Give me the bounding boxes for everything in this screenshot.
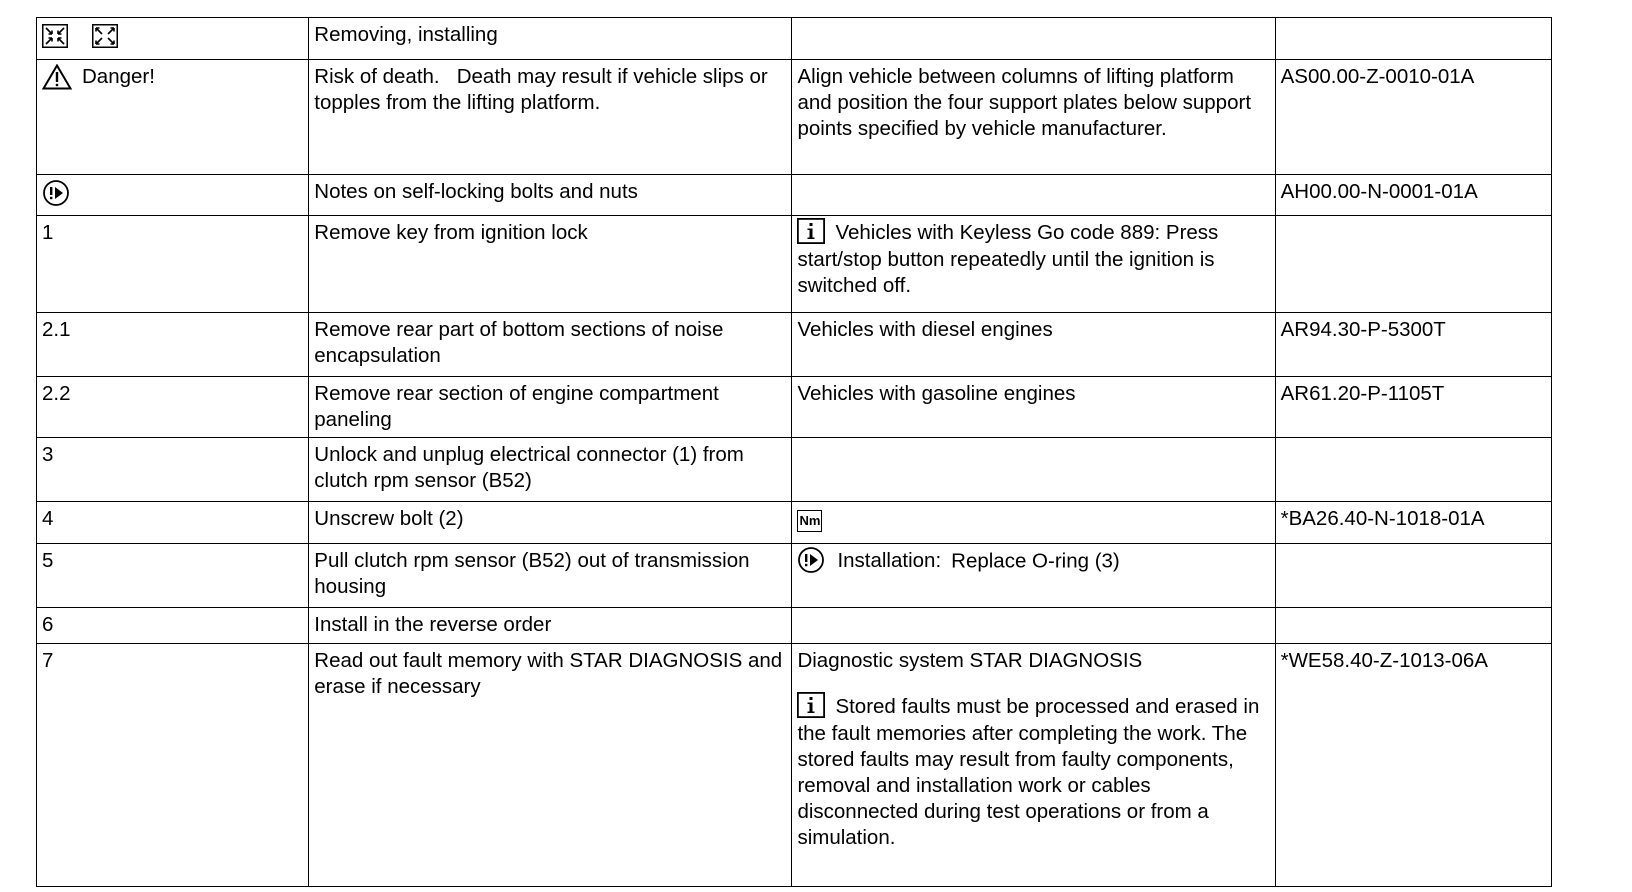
operation-cell [309, 175, 792, 216]
step-cell [37, 502, 309, 544]
notes-cell [792, 544, 1275, 608]
table-row [37, 216, 1552, 313]
operation-cell [309, 608, 792, 644]
reference-cell [1275, 544, 1551, 608]
step-cell [37, 60, 309, 175]
operation-cell [309, 377, 792, 438]
reference-cell [1275, 18, 1551, 60]
note-circle-icon [797, 546, 825, 574]
notes-text: Vehicles with diesel engines [797, 318, 1053, 341]
installation-label: Installation: [837, 549, 942, 573]
reference-link[interactable]: *BA26.40-N-1018-01A [1280, 507, 1485, 530]
operation-text: Remove rear section of engine compartment paneling [314, 382, 719, 431]
info-icon [797, 218, 825, 244]
reference-cell[interactable] [1275, 60, 1551, 175]
step-cell [37, 608, 309, 644]
step-number: 2.2 [42, 382, 71, 405]
reference-link[interactable]: AR61.20-P-1105T [1280, 382, 1445, 405]
step-cell [37, 216, 309, 313]
operation-text: Unscrew bolt (2) [314, 507, 464, 530]
reference-link[interactable]: AR94.30-P-5300T [1280, 318, 1446, 341]
operation-text: Pull clutch rpm sensor (B52) out of transmission housing [314, 549, 750, 598]
reference-cell [1275, 608, 1551, 644]
table-row [37, 608, 1552, 644]
reference-link[interactable]: AH00.00-N-0001-01A [1280, 180, 1478, 203]
step-number: 3 [42, 443, 54, 466]
notes-text: Diagnostic system STAR DIAGNOSIS [797, 649, 1143, 672]
step-number: 7 [42, 649, 54, 672]
reference-cell[interactable] [1275, 377, 1551, 438]
reference-link[interactable]: AS00.00-Z-0010-01A [1280, 65, 1475, 88]
operation-cell [309, 60, 792, 175]
note-circle-icon [42, 179, 70, 207]
notes-text: Vehicles with gasoline engines [797, 382, 1076, 405]
step-number: 5 [42, 549, 54, 572]
operation-cell [309, 313, 792, 377]
notes-cell [792, 377, 1275, 438]
notes-cell [792, 438, 1275, 502]
step-number: 2.1 [42, 318, 71, 341]
operation-text: Remove rear part of bottom sections of noise encapsulation [314, 318, 724, 367]
reference-cell[interactable] [1275, 644, 1551, 887]
reference-cell [1275, 438, 1551, 502]
operation-text: Removing, installing [314, 23, 498, 46]
reference-cell[interactable] [1275, 175, 1551, 216]
procedure-table [36, 17, 1552, 887]
operation-text: Read out fault memory with STAR DIAGNOSIS and erase if necessary [314, 649, 783, 698]
notes-cell [792, 175, 1275, 216]
torque-nm-label: Nm [799, 512, 821, 528]
remove-icon [42, 24, 68, 48]
step-cell [37, 18, 309, 60]
step-number: 1 [42, 221, 54, 244]
step-cell [37, 377, 309, 438]
operation-text: Install in the reverse order [314, 613, 552, 636]
table-row [37, 18, 1552, 60]
notes-cell [792, 60, 1275, 175]
reference-cell[interactable] [1275, 502, 1551, 544]
install-icon [92, 24, 118, 48]
reference-cell [1275, 216, 1551, 313]
operation-cell [309, 644, 792, 887]
step-cell [37, 313, 309, 377]
table-row [37, 313, 1552, 377]
operation-text: Unlock and unplug electrical connector (1) from clutch rpm sensor (B52) [314, 443, 744, 492]
step-number: 4 [42, 507, 54, 530]
notes-cell [792, 216, 1275, 313]
reference-link[interactable]: *WE58.40-Z-1013-06A [1280, 649, 1488, 672]
operation-cell [309, 18, 792, 60]
operation-cell [309, 502, 792, 544]
info-icon [797, 692, 825, 718]
operation-cell [309, 438, 792, 502]
notes-text: Vehicles with Keyless Go code 889: Press start/stop button repeatedly until the ignition is switched off. [797, 221, 1219, 297]
notes-text: Replace O-ring (3) [951, 549, 1120, 573]
step-cell [37, 438, 309, 502]
operation-cell [309, 216, 792, 313]
operation-text: Risk of death. Death may result if vehicle slips or topples from the lifting platform. [314, 65, 774, 114]
notes-cell [792, 608, 1275, 644]
table-row [37, 175, 1552, 216]
table-row [37, 438, 1552, 502]
reference-cell[interactable] [1275, 313, 1551, 377]
step-number: 6 [42, 613, 54, 636]
step-cell [37, 175, 309, 216]
step-cell [37, 544, 309, 608]
operation-text: Remove key from ignition lock [314, 221, 588, 244]
warning-triangle-icon [42, 64, 72, 90]
table-row [37, 644, 1552, 887]
notes-detail-text: Stored faults must be processed and erased in the fault memories after completing the work. The stored faults may result from faulty components, removal and installation work or cables disconnected during test operations or from a simulation. [797, 695, 1260, 849]
torque-nm-icon[interactable] [797, 510, 822, 532]
operation-text: Notes on self-locking bolts and nuts [314, 180, 638, 203]
notes-cell [792, 313, 1275, 377]
notes-text: Align vehicle between columns of lifting platform and position the four support plates below support points specified by vehicle manufacturer. [797, 65, 1252, 140]
table-row [37, 544, 1552, 608]
step-cell [37, 644, 309, 887]
notes-cell [792, 502, 1275, 544]
table-row [37, 377, 1552, 438]
table-row [37, 502, 1552, 544]
operation-cell [309, 544, 792, 608]
notes-cell [792, 644, 1275, 887]
table-row [37, 60, 1552, 175]
notes-cell [792, 18, 1275, 60]
danger-label: Danger! [82, 65, 155, 88]
